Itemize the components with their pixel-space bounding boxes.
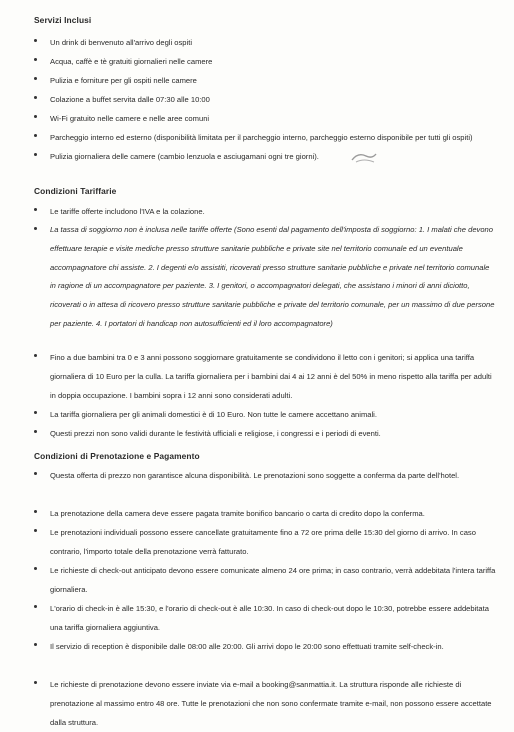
servizi-item-text: Colazione a buffet servita dalle 07:30 alle 10:00 (50, 95, 210, 104)
prenotazione-item-text: Il servizio di reception è disponibile dalle 08:00 alle 20:00. Gli arrivi dopo le 20:00 sono effettuati tramite self-check-in. (50, 642, 444, 651)
servizi-item-text: Pulizia e forniture per gli ospiti nelle camere (50, 76, 197, 85)
servizi-item-text: Acqua, caffè e tè gratuiti giornalieri nelle camere (50, 57, 213, 66)
prenotazione-item-text: Le richieste di check-out anticipato devono essere comunicate almeno 24 ore prima; in caso contrario, verrà addebitata l'intera tariffa giornaliera. (50, 566, 496, 594)
servizi-item (34, 52, 496, 71)
servizi-item-text: Pulizia giornaliera delle camere (cambio lenzuola e asciugamani ogni tre giorni). (50, 152, 319, 161)
scan-smudge-mark (350, 150, 380, 166)
tariffe-item-text: Fino a due bambini tra 0 e 3 anni possono soggiornare gratuitamente se condividono il letto con i genitori; si applica una tariffa giornaliera di 10 Euro per la culla. La tariffa giornaliera per i bambini dai 4 ai 12 anni è del 50% in meno rispetto alla tariffa per adulti in doppia occupazione. I bambini sopra i 12 anni sono considerati adulti. (50, 353, 492, 400)
prenotazione-item-text: Questa offerta di prezzo non garantisce alcuna disponibilità. Le prenotazioni sono soggette a conferma da parte dell'hotel. (50, 471, 460, 480)
tariffe-item (34, 405, 496, 424)
section-title-prenotazione: Condizioni di Prenotazione e Pagamento (34, 451, 200, 461)
prenotazione-item (34, 599, 496, 637)
tariffe-item-text: Le tariffe offerte includono l'IVA e la colazione. (50, 207, 205, 216)
tariffe-item-text: La tassa di soggiorno non è inclusa nelle tariffe offerte (Sono esenti dal pagamento dell'imposta di soggiorno: 1. I malati che devono effettuare terapie e visite mediche presso strutture sanitarie pubbliche e private site nel territorio comunale ed un eventuale accompagnatore chi assiste. 2. I degenti e/o assistiti, ricoverati presso strutture sanitarie pubbliche e private nel territorio comunale in ragione di un accompagnatore per paziente. 3. I genitori, o accompagnatori delegati, che assistano i minori di anni diciotto, ricoverati o in attesa di ricovero presso strutture sanitarie pubbliche e private del territorio comunale, per un massimo di due persone per paziente. 4. I portatori di handicap non autosufficienti ed il loro accompagnatore) (50, 225, 495, 328)
prenotazione-item (34, 637, 496, 656)
tariffe-item (34, 424, 496, 443)
tariffe-item (34, 221, 496, 334)
servizi-item (34, 128, 496, 147)
section-title-servizi: Servizi Inclusi (34, 15, 92, 25)
prenotazione-item-text: Le prenotazioni individuali possono essere cancellate gratuitamente fino a 72 ore prima delle 15:30 del giorno di arrivo. In caso contrario, l'importo totale della prenotazione verrà fatturato. (50, 528, 476, 556)
prenotazione-item-text: La prenotazione della camera deve essere pagata tramite bonifico bancario o carta di credito dopo la conferma. (50, 509, 425, 518)
prenotazione-item (34, 523, 496, 561)
tariffe-item (34, 202, 496, 221)
servizi-item (34, 71, 496, 90)
prenotazione-item (34, 675, 496, 732)
servizi-item-text: Un drink di benvenuto all'arrivo degli ospiti (50, 38, 193, 47)
tariffe-item-text: La tariffa giornaliera per gli animali domestici è di 10 Euro. Non tutte le camere accettano animali. (50, 410, 377, 419)
servizi-item (34, 33, 496, 52)
servizi-item (34, 109, 496, 128)
prenotazione-item (34, 504, 496, 523)
prenotazione-item (34, 561, 496, 599)
servizi-item-text: Parcheggio interno ed esterno (disponibilità limitata per il parcheggio interno, parcheggio esterno disponibile per tutti gli ospiti) (50, 133, 473, 142)
section-title-tariffe: Condizioni Tariffarie (34, 186, 117, 196)
tariffe-item (34, 348, 496, 405)
prenotazione-item (34, 466, 496, 485)
servizi-item (34, 147, 496, 166)
tariffe-item-text: Questi prezzi non sono validi durante le festività ufficiali e religiose, i congressi e i periodi di eventi. (50, 429, 381, 438)
servizi-item (34, 90, 496, 109)
prenotazione-item-text: Le richieste di prenotazione devono essere inviate via e-mail a booking@sanmattia.it. La struttura risponde alle richieste di prenotazione al massimo entro 48 ore. Tutte le prenotazioni che non sono confermate tramite e-mail, non possono essere accettate dalla struttura. (50, 680, 492, 727)
servizi-item-text: Wi-Fi gratuito nelle camere e nelle aree comuni (50, 114, 210, 123)
prenotazione-item-text: L'orario di check-in è alle 15:30, e l'orario di check-out è alle 10:30. In caso di check-out dopo le 10:30, potrebbe essere addebitata una tariffa giornaliera aggiuntiva. (50, 604, 489, 632)
